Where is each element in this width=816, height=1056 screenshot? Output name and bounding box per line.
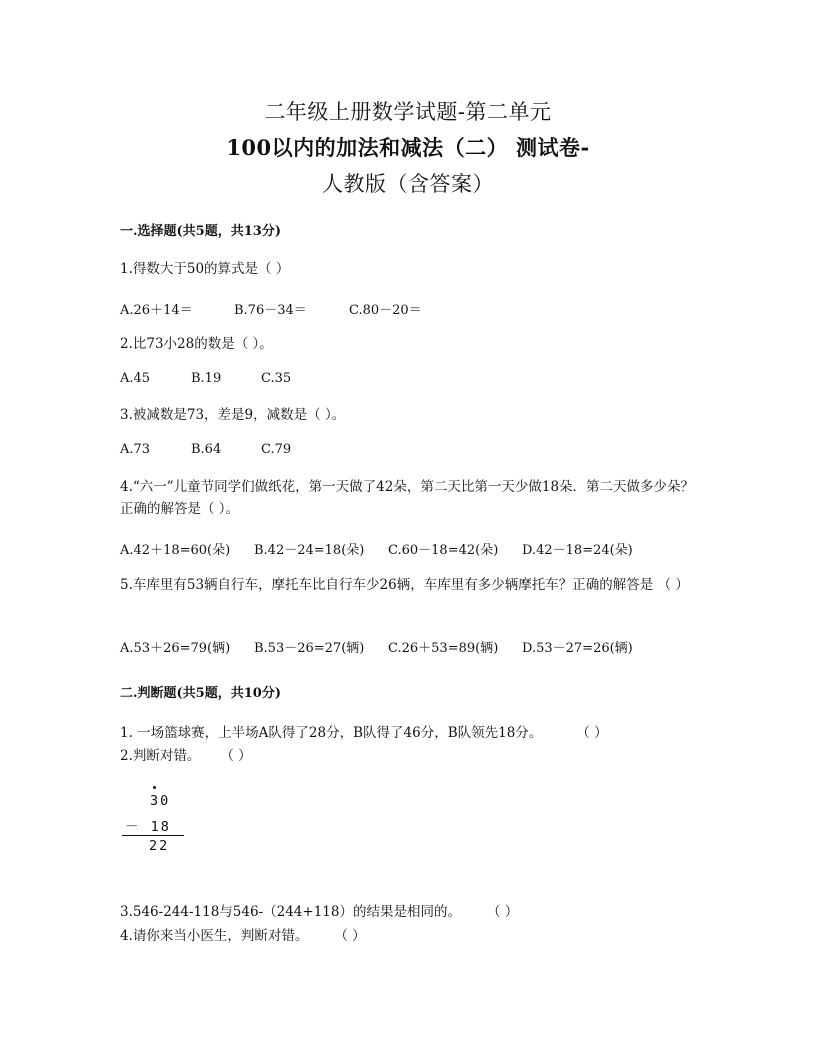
section-1-heading: 一.选择题(共5题，共13分) xyxy=(120,224,281,239)
option: A.26＋14＝ xyxy=(120,303,193,318)
minuend: 30 xyxy=(150,793,171,809)
answer-paren: （ ） xyxy=(220,748,252,764)
option: B.19 xyxy=(191,371,222,386)
question-1-5-options xyxy=(120,637,633,656)
option: B.53－26=27(辆) xyxy=(254,641,365,656)
question-1-3: 3.被减数是73，差是9，减数是（ ）。 xyxy=(120,407,346,423)
question-1-1: 1.得数大于50的算式是（ ） xyxy=(120,261,290,277)
question-1-4-options xyxy=(120,539,633,558)
borrow-dot xyxy=(153,786,156,789)
option: A.53＋26=79(辆) xyxy=(120,641,231,656)
question-1-4: 4.“六一”儿童节同学们做纸花，第一天做了42朵，第二天比第一天少做18朵．第二天做多少朵？正确的解答是（ ）。 xyxy=(120,479,695,517)
question-1-3-options xyxy=(120,442,291,457)
question-2-3 xyxy=(120,901,700,923)
subtrahend-line: － 18 xyxy=(125,819,171,835)
option: B.76－34＝ xyxy=(234,303,307,318)
question-1-2: 2.比73小28的数是（ ）。 xyxy=(120,336,273,352)
question-1-1-options xyxy=(120,299,422,318)
option: B.42－24=18(朵) xyxy=(254,543,365,558)
option: C.26＋53=89(辆) xyxy=(388,641,499,656)
question-text: 2.判断对错。 xyxy=(120,748,201,764)
option: D.53－27=26(辆) xyxy=(522,641,633,656)
option: A.73 xyxy=(120,442,151,457)
option: A.45 xyxy=(120,371,151,386)
answer-paren: （ ） xyxy=(334,928,366,944)
option: C.79 xyxy=(261,442,292,457)
option: C.80－20＝ xyxy=(349,303,422,318)
section-2-heading: 二.判断题(共5题，共10分) xyxy=(120,686,281,701)
question-2-2 xyxy=(120,745,700,767)
question-text: 1. 一场篮球赛，上半场A队得了28分，B队得了46分，B队领先18分。 xyxy=(120,725,543,741)
question-2-1 xyxy=(120,722,700,744)
answer-paren: （ ） xyxy=(486,904,519,920)
question-text: 3.546-244-118与546-（244+118）的结果是相同的。 xyxy=(120,904,461,920)
option: B.64 xyxy=(191,442,222,457)
option: C.60－18=42(朵) xyxy=(388,543,499,558)
title-line-2: 100以内的加法和减法（二） 测试卷- xyxy=(226,135,590,160)
option: C.35 xyxy=(261,371,292,386)
option: D.42－18=24(朵) xyxy=(522,543,633,558)
option: A.42＋18=60(朵) xyxy=(120,543,231,558)
question-1-5: 5.车库里有53辆自行车，摩托车比自行车少26辆，车库里有多少辆摩托车？正确的解答是 （ ） xyxy=(120,577,689,593)
calc-rule xyxy=(122,835,184,836)
vertical-subtraction xyxy=(120,784,200,856)
title-line-3: 人教版（含答案） xyxy=(322,172,494,196)
question-2-4 xyxy=(120,925,700,947)
question-1-2-options xyxy=(120,371,291,386)
answer-paren: （ ） xyxy=(576,725,608,741)
title-line-1: 二年级上册数学试题-第二单元 xyxy=(264,100,552,124)
difference: 22 xyxy=(149,838,170,854)
question-text: 4.请你来当小医生，判断对错。 xyxy=(120,928,309,944)
